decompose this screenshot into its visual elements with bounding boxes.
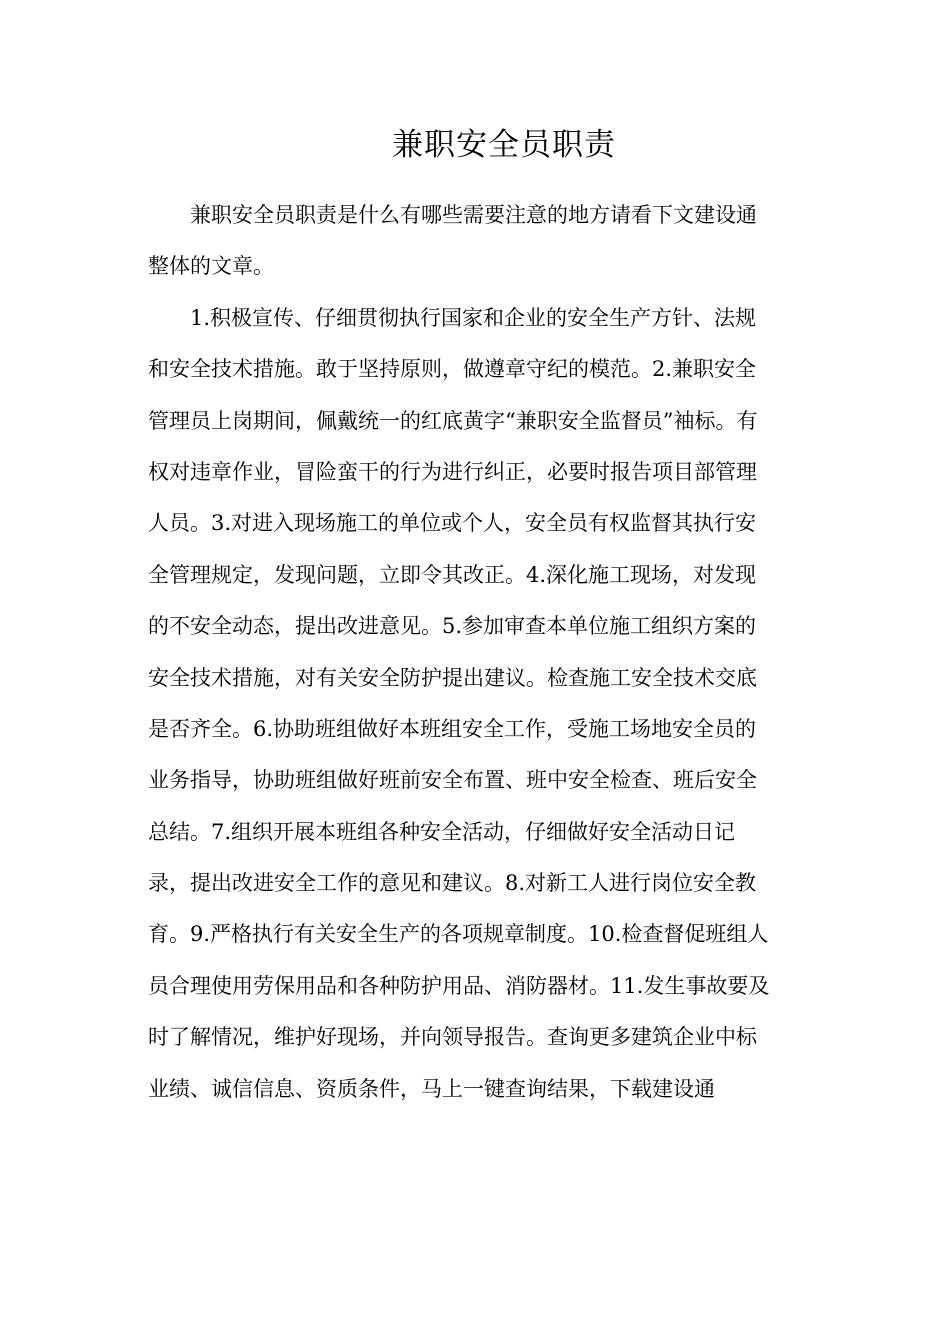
body-line: 总结。7.组织开展本班组各种安全活动，仔细做好安全活动日记 [148, 819, 736, 844]
body-line: 1.积极宣传、仔细贯彻执行国家和企业的安全生产方针、法规 [148, 305, 757, 330]
body-line: 录，提出改进安全工作的意见和建议。8.对新工人进行岗位安全教 [148, 871, 757, 896]
body-line: 和安全技术措施。敢于坚持原则，做遵章守纪的模范。2.兼职安全 [148, 357, 757, 382]
body-line: 全管理规定，发现问题，立即令其改正。4.深化施工现场，对发现 [148, 562, 757, 587]
body-line: 育。9.严格执行有关安全生产的各项规章制度。10.检查督促班组人 [148, 922, 769, 947]
body-line: 时了解情况，维护好现场，并向领导报告。查询更多建筑企业中标 [148, 1025, 757, 1050]
body-line: 的不安全动态，提出改进意见。5.参加审查本单位施工组织方案的 [148, 614, 757, 639]
body-line: 员合理使用劳保用品和各种防护用品、消防器材。11.发生事故要及 [148, 973, 770, 998]
body-line: 权对违章作业，冒险蛮干的行为进行纠正，必要时报告项目部管理 [148, 459, 757, 484]
body-line: 整体的文章。 [148, 254, 274, 279]
document-title: 兼职安全员职责 [392, 127, 616, 163]
body-line: 兼职安全员职责是什么有哪些需要注意的地方请看下文建设通 [148, 203, 757, 227]
body-line: 业绩、诚信信息、资质条件，马上一键查询结果，下载建设通 [148, 1076, 715, 1101]
body-line: 人员。3.对进入现场施工的单位或个人，安全员有权监督其执行安 [148, 511, 757, 536]
body-line: 是否齐全。6.协助班组做好本班组安全工作，受施工场地安全员的 [148, 716, 757, 741]
body-line: 安全技术措施，对有关安全防护提出建议。检查施工安全技术交底 [148, 665, 757, 690]
body-line: 业务指导，协助班组做好班前安全布置、班中安全检查、班后安全 [148, 768, 757, 793]
document-body [148, 190, 798, 1115]
body-line: 管理员上岗期间，佩戴统一的红底黄字“兼职安全监督员”袖标。有 [148, 408, 758, 433]
